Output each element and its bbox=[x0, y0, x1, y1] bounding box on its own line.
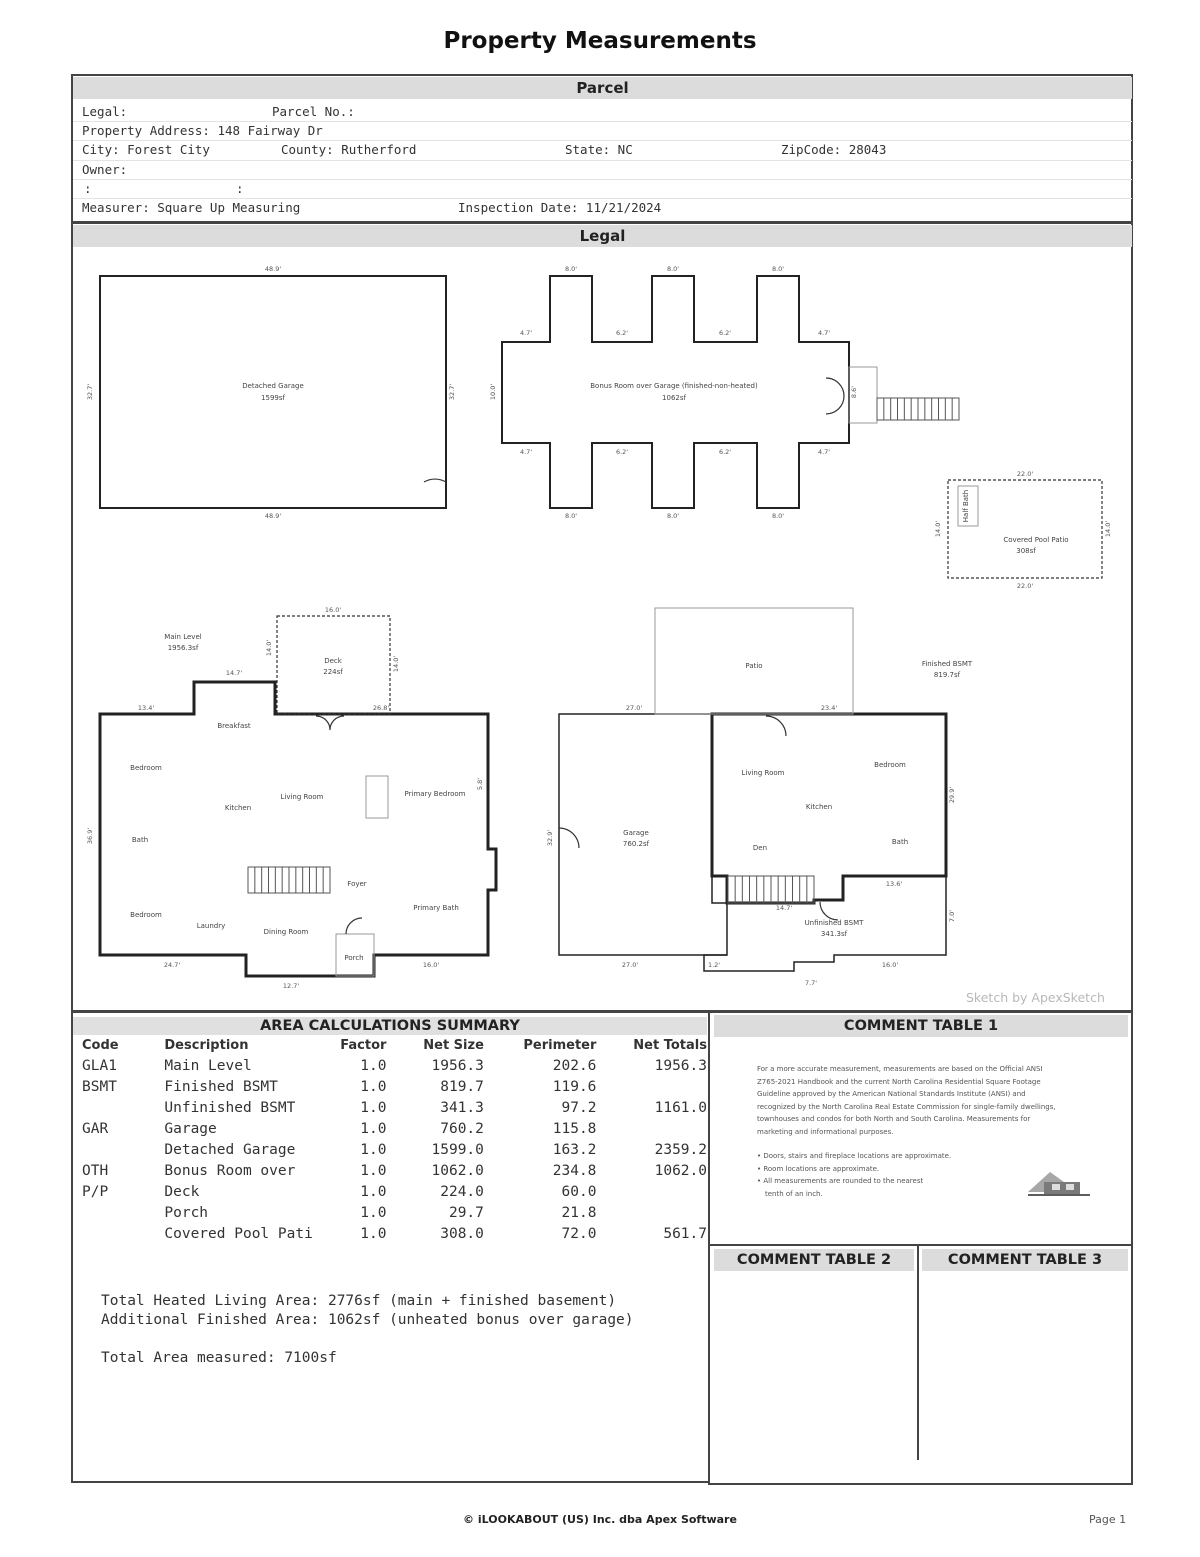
col-net-size: Net Size bbox=[423, 1038, 484, 1053]
cell-description: Detached Garage bbox=[164, 1141, 296, 1158]
dim-label: 6.2' bbox=[615, 448, 629, 456]
cell-perimeter: 119.6 bbox=[552, 1078, 597, 1095]
dim-label: 13.4' bbox=[137, 704, 155, 712]
door-swing bbox=[766, 716, 786, 736]
dim-label: 23.4' bbox=[820, 704, 838, 712]
cell-net-size: 341.3 bbox=[440, 1099, 484, 1116]
dim-label: 6.2' bbox=[615, 329, 629, 337]
cell-factor: 1.0 bbox=[360, 1183, 387, 1200]
dim-label: 14.0' bbox=[392, 655, 400, 673]
comment-table-2-heading: COMMENT TABLE 2 bbox=[714, 1249, 914, 1271]
dim-label: 4.7' bbox=[519, 329, 533, 337]
parcel-row-owner bbox=[82, 162, 1122, 180]
dim-label: 48.9' bbox=[264, 265, 282, 273]
label-laundry: Laundry bbox=[196, 922, 226, 930]
dim-label: 16.0' bbox=[324, 606, 342, 614]
cell-perimeter: 234.8 bbox=[552, 1162, 597, 1179]
table-row bbox=[82, 1139, 707, 1160]
state: State: NC bbox=[565, 142, 633, 157]
parcel-row-blank bbox=[82, 181, 1122, 199]
dim-label: 8.0' bbox=[771, 512, 785, 520]
cell-description: Garage bbox=[164, 1120, 217, 1137]
patio-outline bbox=[655, 608, 853, 714]
cell-description: Bonus Room over bbox=[164, 1162, 296, 1179]
dim-label: 26.8' bbox=[372, 704, 390, 712]
label-living-room: Living Room bbox=[280, 793, 324, 801]
area-table bbox=[82, 1036, 707, 1244]
dim-label: 29.9' bbox=[948, 786, 956, 804]
label-dining-room: Dining Room bbox=[263, 928, 309, 936]
cell-code: P/P bbox=[82, 1183, 109, 1200]
company-logo bbox=[1026, 1168, 1092, 1198]
label-living-room: Living Room bbox=[741, 769, 785, 777]
cell-code bbox=[82, 1223, 164, 1244]
blank-field: : bbox=[236, 181, 244, 196]
dim-label: 12.7' bbox=[282, 982, 300, 990]
label-main-level-area: 1956.3sf bbox=[167, 644, 199, 652]
bonus-room-outline bbox=[502, 276, 849, 508]
cell-net-size: 1599.0 bbox=[431, 1141, 484, 1158]
dim-label: 7.0' bbox=[948, 909, 956, 923]
deck-outline bbox=[277, 616, 390, 714]
parcel-row-legal bbox=[82, 104, 1122, 122]
cell-net-total bbox=[596, 1118, 707, 1139]
fireplace-outline bbox=[366, 776, 388, 818]
label-kitchen: Kitchen bbox=[224, 804, 252, 812]
dim-label: 7.7' bbox=[804, 979, 818, 987]
parcel-no-label: Parcel No.: bbox=[272, 104, 355, 119]
col-description: Description bbox=[164, 1038, 249, 1053]
page-number: Page 1 bbox=[1089, 1513, 1127, 1526]
label-main-level: Main Level bbox=[164, 633, 202, 641]
cell-factor: 1.0 bbox=[360, 1057, 387, 1074]
cell-factor: 1.0 bbox=[360, 1120, 387, 1137]
cell-code bbox=[82, 1202, 164, 1223]
cell-perimeter: 21.8 bbox=[561, 1204, 597, 1221]
label-detached-garage: Detached Garage bbox=[242, 382, 304, 390]
cell-net-size: 1062.0 bbox=[431, 1162, 484, 1179]
dim-label: 6.2' bbox=[718, 329, 732, 337]
cell-net-size: 29.7 bbox=[448, 1204, 484, 1221]
dim-label: 27.0' bbox=[621, 961, 639, 969]
cell-net-total: 1956.3 bbox=[654, 1057, 707, 1074]
divider bbox=[917, 1246, 919, 1460]
label-primary-bath: Primary Bath bbox=[413, 904, 459, 912]
door-swing bbox=[424, 479, 446, 482]
area-summary-heading: AREA CALCULATIONS SUMMARY bbox=[73, 1017, 707, 1035]
dim-label: 36.9' bbox=[86, 827, 94, 845]
col-net-totals: Net Totals bbox=[633, 1038, 707, 1053]
cell-net-size: 760.2 bbox=[440, 1120, 484, 1137]
page-title: Property Measurements bbox=[443, 28, 757, 54]
footer-copyright: © iLOOKABOUT (US) Inc. dba Apex Software bbox=[463, 1513, 737, 1526]
divider bbox=[73, 160, 1132, 161]
covered-pool-patio-outline bbox=[948, 480, 1102, 578]
dim-label: 22.0' bbox=[1016, 470, 1034, 478]
label-unfinished-bsmt-area: 341.3sf bbox=[820, 930, 848, 938]
dim-label: 14.0' bbox=[265, 639, 273, 657]
label-half-bath: Half Bath bbox=[962, 489, 970, 523]
dim-label: 16.0' bbox=[881, 961, 899, 969]
cell-factor: 1.0 bbox=[360, 1225, 387, 1242]
label-finished-bsmt: Finished BSMT bbox=[921, 660, 973, 668]
cell-code: GAR bbox=[82, 1120, 109, 1137]
cell-description: Porch bbox=[164, 1204, 209, 1221]
dim-label: 14.0' bbox=[934, 520, 942, 538]
comment-table-1-heading: COMMENT TABLE 1 bbox=[714, 1015, 1128, 1037]
dim-label: 16.0' bbox=[422, 961, 440, 969]
dim-label: 48.9' bbox=[264, 512, 282, 520]
cell-code bbox=[82, 1097, 164, 1118]
cell-net-total bbox=[596, 1181, 707, 1202]
area-table-header bbox=[82, 1036, 707, 1055]
comment-bullet: • Room locations are approximate. bbox=[757, 1164, 880, 1173]
table-row bbox=[82, 1181, 707, 1202]
cell-net-total: 2359.2 bbox=[654, 1141, 707, 1158]
total-heated-living-area: Total Heated Living Area: 2776sf (main + finished basement) bbox=[101, 1293, 617, 1309]
comment-paragraph: For a more accurate measurement, measurements are based on the Official ANSI Z765-2021 Handbook and the current North Carolina Residential Square Footage Guideline approved by the American National Standards Institute (ANSI) and recognized by the North Carolina Real Estate Commission for single-family dwellings, townhouses and condos for both North and South Carolina. Measurements for marketing and informational purposes. bbox=[757, 1065, 1056, 1136]
cell-code: OTH bbox=[82, 1162, 109, 1179]
cell-code: GLA1 bbox=[82, 1057, 117, 1074]
parcel-heading: Parcel bbox=[73, 77, 1132, 99]
col-code: Code bbox=[82, 1038, 119, 1053]
cell-description: Deck bbox=[164, 1183, 200, 1200]
table-row bbox=[82, 1097, 707, 1118]
label-breakfast: Breakfast bbox=[217, 722, 251, 730]
cell-net-total: 1062.0 bbox=[654, 1162, 707, 1179]
label-bedroom: Bedroom bbox=[874, 761, 906, 769]
label-bedroom: Bedroom bbox=[130, 911, 162, 919]
label-covered-pool-patio-area: 308sf bbox=[1016, 547, 1036, 555]
label-garage: Garage bbox=[623, 829, 649, 837]
dim-label: 8.0' bbox=[771, 265, 785, 273]
cell-perimeter: 163.2 bbox=[552, 1141, 597, 1158]
table-row bbox=[82, 1223, 707, 1244]
label-kitchen: Kitchen bbox=[805, 803, 833, 811]
cell-factor: 1.0 bbox=[360, 1099, 387, 1116]
cell-code bbox=[82, 1139, 164, 1160]
label-foyer: Foyer bbox=[347, 880, 367, 888]
dim-label: 24.7' bbox=[163, 961, 181, 969]
label-bonus-room: Bonus Room over Garage (finished-non-heated) bbox=[590, 382, 758, 390]
dim-label: 14.7' bbox=[775, 904, 793, 912]
door-swing bbox=[826, 378, 844, 414]
cell-net-size: 308.0 bbox=[440, 1225, 484, 1242]
label-patio: Patio bbox=[745, 662, 763, 670]
dim-label: 6.2' bbox=[718, 448, 732, 456]
city: City: Forest City bbox=[82, 142, 210, 157]
floor-plan-sketch bbox=[74, 250, 1130, 1010]
parcel-row-measurer bbox=[82, 200, 1122, 218]
total-area-measured: Total Area measured: 7100sf bbox=[101, 1350, 337, 1366]
parcel-row-location bbox=[82, 142, 1122, 160]
detached-garage-outline bbox=[100, 276, 446, 508]
cell-factor: 1.0 bbox=[360, 1204, 387, 1221]
divider bbox=[708, 1244, 1133, 1246]
door-swing bbox=[559, 828, 579, 848]
divider bbox=[73, 198, 1132, 199]
comment-bullet: • Doors, stairs and fireplace locations are approximate. bbox=[757, 1152, 952, 1160]
label-bedroom: Bedroom bbox=[130, 764, 162, 772]
parcel-row-address bbox=[82, 123, 1122, 141]
col-perimeter: Perimeter bbox=[523, 1038, 597, 1053]
dim-label: 14.0' bbox=[1104, 520, 1112, 538]
cell-factor: 1.0 bbox=[360, 1162, 387, 1179]
label-bath: Bath bbox=[131, 836, 149, 844]
label-deck: Deck bbox=[324, 657, 342, 665]
label-garage-area: 760.2sf bbox=[622, 840, 650, 848]
comment-bullet: tenth of an inch. bbox=[765, 1189, 823, 1198]
dim-label: 8.0' bbox=[666, 265, 680, 273]
dim-label: 8.0' bbox=[564, 265, 578, 273]
divider bbox=[73, 140, 1132, 141]
inspection-date: Inspection Date: 11/21/2024 bbox=[458, 200, 662, 215]
owner: Owner: bbox=[82, 162, 128, 177]
zip-code: ZipCode: 28043 bbox=[781, 142, 887, 157]
label-deck-area: 224sf bbox=[323, 668, 343, 676]
cell-perimeter: 115.8 bbox=[552, 1120, 597, 1137]
cell-net-size: 224.0 bbox=[440, 1183, 484, 1200]
door-swing bbox=[316, 716, 344, 730]
dim-label: 4.7' bbox=[817, 329, 831, 337]
dim-label: 4.7' bbox=[817, 448, 831, 456]
legal-label: Legal: bbox=[82, 104, 128, 119]
cell-description: Main Level bbox=[164, 1057, 252, 1074]
dim-label: 8.0' bbox=[564, 512, 578, 520]
dim-label: 1.2' bbox=[707, 961, 721, 969]
table-row bbox=[82, 1076, 707, 1097]
dim-label: 32.7' bbox=[448, 383, 456, 401]
dim-label: 10.0' bbox=[489, 383, 497, 401]
label-unfinished-bsmt: Unfinished BSMT bbox=[804, 919, 864, 927]
measurer: Measurer: Square Up Measuring bbox=[82, 200, 301, 215]
cell-code: BSMT bbox=[82, 1078, 117, 1095]
label-primary-bedroom: Primary Bedroom bbox=[404, 790, 466, 798]
label-porch: Porch bbox=[344, 954, 364, 962]
label-den: Den bbox=[752, 844, 768, 852]
comment-table-1-text bbox=[757, 1063, 1057, 1200]
comment-table-3-heading: COMMENT TABLE 3 bbox=[922, 1249, 1128, 1271]
table-row bbox=[82, 1160, 707, 1181]
cell-perimeter: 60.0 bbox=[561, 1183, 597, 1200]
property-address: Property Address: 148 Fairway Dr bbox=[82, 123, 323, 138]
cell-net-total bbox=[596, 1202, 707, 1223]
cell-net-size: 819.7 bbox=[440, 1078, 484, 1095]
blank-field: : bbox=[84, 181, 92, 196]
cell-perimeter: 202.6 bbox=[552, 1057, 597, 1074]
label-bonus-room-area: 1062sf bbox=[662, 394, 686, 402]
additional-finished-area: Additional Finished Area: 1062sf (unheated bonus over garage) bbox=[101, 1312, 634, 1328]
label-covered-pool-patio: Covered Pool Patio bbox=[1003, 536, 1069, 544]
label-detached-garage-area: 1599sf bbox=[261, 394, 285, 402]
cell-description: Covered Pool Pati bbox=[164, 1225, 313, 1242]
cell-net-size: 1956.3 bbox=[431, 1057, 484, 1074]
divider bbox=[73, 121, 1132, 122]
table-row bbox=[82, 1055, 707, 1076]
cell-net-total: 561.7 bbox=[663, 1225, 707, 1242]
col-factor: Factor bbox=[340, 1038, 387, 1053]
apexsketch-watermark: Sketch by ApexSketch bbox=[966, 990, 1105, 1005]
table-row bbox=[82, 1118, 707, 1139]
cell-description: Unfinished BSMT bbox=[164, 1099, 296, 1116]
label-bath: Bath bbox=[891, 838, 909, 846]
legal-heading: Legal bbox=[73, 225, 1132, 247]
cell-factor: 1.0 bbox=[360, 1078, 387, 1095]
dim-label: 5.8' bbox=[476, 777, 484, 791]
dim-label: 13.6' bbox=[885, 880, 903, 888]
door-swing bbox=[820, 902, 838, 920]
cell-net-total bbox=[596, 1076, 707, 1097]
door-swing bbox=[346, 918, 362, 934]
cell-factor: 1.0 bbox=[360, 1141, 387, 1158]
comment-bullet: • All measurements are rounded to the nearest bbox=[757, 1177, 924, 1185]
county: County: Rutherford bbox=[281, 142, 417, 157]
dim-label: 27.0' bbox=[625, 704, 643, 712]
cell-description: Finished BSMT bbox=[164, 1078, 278, 1095]
divider bbox=[73, 179, 1132, 180]
dim-label: 32.9' bbox=[546, 829, 554, 847]
dim-label: 8.0' bbox=[666, 512, 680, 520]
dim-label: 4.7' bbox=[519, 448, 533, 456]
dim-label: 8.6' bbox=[850, 385, 858, 399]
dim-label: 32.7' bbox=[86, 383, 94, 401]
label-finished-bsmt-area: 819.7sf bbox=[933, 671, 961, 679]
cell-perimeter: 72.0 bbox=[561, 1225, 597, 1242]
dim-label: 22.0' bbox=[1016, 582, 1034, 590]
cell-net-total: 1161.0 bbox=[654, 1099, 707, 1116]
table-row bbox=[82, 1202, 707, 1223]
dim-label: 14.7' bbox=[225, 669, 243, 677]
cell-perimeter: 97.2 bbox=[561, 1099, 597, 1116]
